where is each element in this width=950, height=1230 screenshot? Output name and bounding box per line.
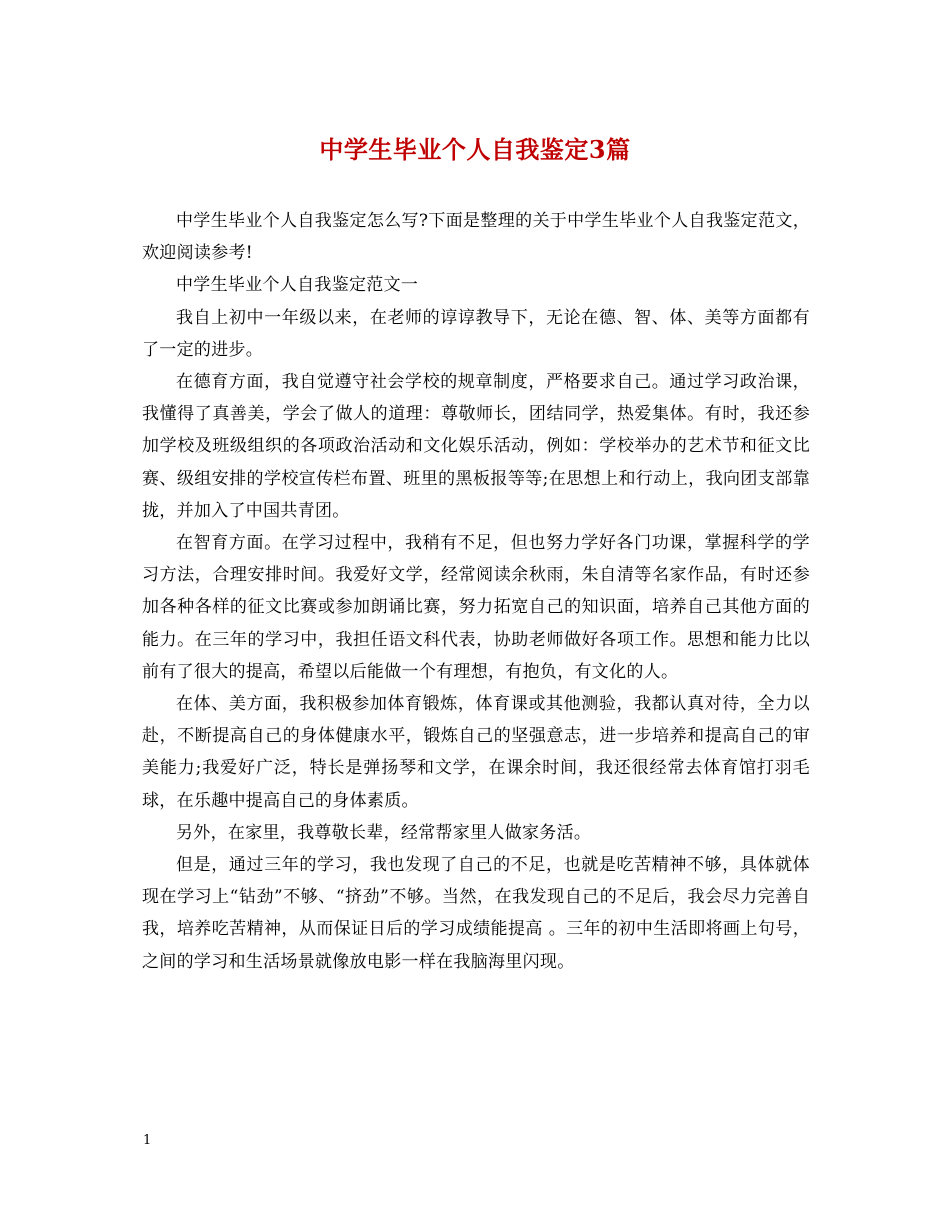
body-paragraph: 在体、美方面，我积极参加体育锻炼，体育课或其他测验，我都认真对待，全力以赴，不断提高自己的身体健康水平，锻炼自己的坚强意志，进一步培养和提高自己的审美能力;我爱好广泛，特长是弹扬琴和文学，在课余时间，我还很经常去体育馆打羽毛球，在乐趣中提高自己的身体素质。 xyxy=(142,694,810,811)
document-title: 中学生毕业个人自我鉴定3篇 xyxy=(319,135,631,164)
document-body xyxy=(142,205,810,978)
body-paragraph: 但是，通过三年的学习，我也发现了自己的不足，也就是吃苦精神不够，具体就体现在学习上“钻劲”不够、“挤劲”不够。当然，在我发现自己的不足后，我会尽力完善自我，培养吃苦精神，从而保证日后的学习成绩能提高 。三年的初中生活即将画上句号，之间的学习和生活场景就像放电影一样在我脑海里闪现。 xyxy=(142,855,810,972)
intro-paragraph: 中学生毕业个人自我鉴定怎么写?下面是整理的关于中学生毕业个人自我鉴定范文，欢迎阅读参考! xyxy=(142,211,810,264)
body-paragraph: 我自上初中一年级以来，在老师的谆谆教导下，无论在德、智、体、美等方面都有了一定的进步。 xyxy=(142,307,810,360)
body-paragraph: 在智育方面。在学习过程中，我稍有不足，但也努力学好各门功课，掌握科学的学习方法，合理安排时间。我爱好文学，经常阅读余秋雨，朱自清等名家作品，有时还参加各种各样的征文比赛或参加朗诵比赛，努力拓宽自己的知识面，培养自己其他方面的能力。在三年的学习中，我担任语文科代表，协助老师做好各项工作。思想和能力比以前有了很大的提高，希望以后能做一个有理想，有抱负，有文化的人。 xyxy=(142,533,810,682)
body-paragraph: 在德育方面，我自觉遵守社会学校的规章制度，严格要求自己。通过学习政治课，我懂得了真善美，学会了做人的道理：尊敬师长，团结同学，热爱集体。有时，我还参加学校及班级组织的各项政治活动和文化娱乐活动，例如：学校举办的艺术节和征文比赛、级组安排的学校宣传栏布置、班里的黑板报等等;在思想上和行动上，我向团支部靠拢，并加入了中国共青团。 xyxy=(142,372,810,521)
body-paragraph: 另外，在家里，我尊敬长辈，经常帮家里人做家务活。 xyxy=(176,822,592,843)
page-number: 1 xyxy=(143,1133,152,1148)
section-heading: 中学生毕业个人自我鉴定范文一 xyxy=(176,275,419,296)
